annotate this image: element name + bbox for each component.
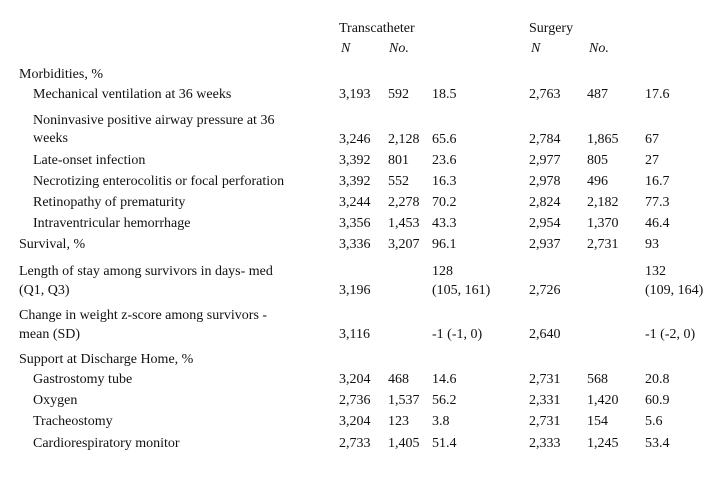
- surgery-n-cell: 2,731: [529, 372, 561, 387]
- surgery-value-cell: -1 (-2, 0): [645, 327, 696, 342]
- section-label-length-of-stay-cont: (Q1, Q3): [19, 283, 70, 298]
- surgery-value-cell: 16.7: [645, 174, 670, 189]
- transcatheter-n-cell: 3,244: [339, 195, 371, 210]
- transcatheter-no-cell: 552: [388, 174, 409, 189]
- transcatheter-no-cell: 2,128: [388, 132, 420, 147]
- surgery-no-cell: 805: [587, 153, 608, 168]
- transcatheter-value-cell: 18.5: [432, 87, 457, 102]
- surgery-value-cell: 77.3: [645, 195, 670, 210]
- transcatheter-no-cell: 801: [388, 153, 409, 168]
- surgery-no-cell: 1,865: [587, 132, 619, 147]
- surgery-no-cell: 2,731: [587, 237, 619, 252]
- surgery-n-cell: 2,331: [529, 393, 561, 408]
- transcatheter-no-cell: 1,453: [388, 216, 420, 231]
- row-label-retinopathy: Retinopathy of prematurity: [33, 195, 186, 210]
- transcatheter-value-cell: 56.2: [432, 393, 457, 408]
- row-label-noninvasive-ppv-cont: weeks: [33, 131, 68, 146]
- transcatheter-value-cell: 16.3: [432, 174, 457, 189]
- surgery-value-cell: 93: [645, 237, 659, 252]
- surgery-no-cell: 1,370: [587, 216, 619, 231]
- row-label-cardiorespiratory-monitor: Cardiorespiratory monitor: [33, 436, 180, 451]
- section-label-length-of-stay: Length of stay among survivors in days- med: [19, 264, 273, 279]
- surgery-value-cell: 46.4: [645, 216, 670, 231]
- transcatheter-value-cell: 23.6: [432, 153, 457, 168]
- surgery-no-cell: 1,245: [587, 436, 619, 451]
- row-label-late-onset-infection: Late-onset infection: [33, 153, 146, 168]
- transcatheter-n-cell: 3,196: [339, 283, 371, 298]
- transcatheter-n-cell: 3,116: [339, 327, 370, 342]
- transcatheter-no-cell: 123: [388, 414, 409, 429]
- surgery-n-cell: 2,977: [529, 153, 561, 168]
- transcatheter-value-cell: 51.4: [432, 436, 457, 451]
- surgery-value-cell: 60.9: [645, 393, 670, 408]
- surgery-n-cell: 2,954: [529, 216, 561, 231]
- surgery-n-cell: 2,763: [529, 87, 561, 102]
- transcatheter-value-cell: 43.3: [432, 216, 457, 231]
- surgery-n-cell: 2,937: [529, 237, 561, 252]
- surgery-n-cell: 2,640: [529, 327, 561, 342]
- surgery-value-cell: 53.4: [645, 436, 670, 451]
- section-label-weight-z-score: Change in weight z-score among survivors -: [19, 308, 268, 323]
- surgery-value-cell: 5.6: [645, 414, 663, 429]
- row-label-intraventricular-hemorrhage: Intraventricular hemorrhage: [33, 216, 191, 231]
- surgery-group-header: Surgery: [529, 21, 574, 36]
- surgery-value-cell: 17.6: [645, 87, 670, 102]
- transcatheter-n-cell: 2,733: [339, 436, 371, 451]
- surgery-no-cell: 496: [587, 174, 608, 189]
- transcatheter-n-cell: 3,246: [339, 132, 371, 147]
- section-label-support-at-discharge: Support at Discharge Home, %: [19, 352, 194, 367]
- row-label-tracheostomy: Tracheostomy: [33, 414, 113, 429]
- transcatheter-n-cell: 3,204: [339, 372, 371, 387]
- transcatheter-no-cell: 592: [388, 87, 409, 102]
- surgery-no-header: No.: [589, 41, 609, 56]
- row-label-necrotizing-enterocolitis: Necrotizing enterocolitis or focal perforation: [33, 174, 285, 189]
- surgery-n-cell: 2,824: [529, 195, 561, 210]
- surgery-no-cell: 1,420: [587, 393, 619, 408]
- surgery-value-cell: 20.8: [645, 372, 670, 387]
- row-label-mechanical-ventilation: Mechanical ventilation at 36 weeks: [33, 87, 232, 102]
- row-label-oxygen: Oxygen: [33, 393, 78, 408]
- transcatheter-value-cell: 65.6: [432, 132, 457, 147]
- surgery-no-cell: 568: [587, 372, 608, 387]
- surgery-value-cell: 67: [645, 132, 659, 147]
- surgery-n-cell: 2,784: [529, 132, 561, 147]
- surgery-n-header: N: [531, 41, 541, 56]
- surgery-n-cell: 2,731: [529, 414, 561, 429]
- section-label-weight-z-score-cont: mean (SD): [19, 327, 81, 342]
- transcatheter-n-cell: 2,736: [339, 393, 371, 408]
- transcatheter-n-cell: 3,392: [339, 174, 371, 189]
- row-label-noninvasive-ppv: Noninvasive positive airway pressure at 36: [33, 113, 275, 128]
- transcatheter-n-cell: 3,204: [339, 414, 371, 429]
- surgery-n-cell: 2,978: [529, 174, 561, 189]
- transcatheter-no-cell: 1,405: [388, 436, 420, 451]
- transcatheter-value-cell: 70.2: [432, 195, 457, 210]
- transcatheter-no-cell: 1,537: [388, 393, 420, 408]
- transcatheter-value-cell: 3.8: [432, 414, 450, 429]
- transcatheter-value-iqr: (105, 161): [432, 283, 491, 298]
- surgery-n-cell: 2,333: [529, 436, 561, 451]
- transcatheter-n-cell: 3,193: [339, 87, 371, 102]
- surgery-value-iqr: (109, 164): [645, 283, 704, 298]
- transcatheter-n-header: N: [341, 41, 351, 56]
- transcatheter-value-cell: 96.1: [432, 237, 457, 252]
- transcatheter-n-cell: 3,336: [339, 237, 371, 252]
- section-label-survival: Survival, %: [19, 237, 86, 252]
- transcatheter-n-cell: 3,392: [339, 153, 371, 168]
- transcatheter-value-cell: 14.6: [432, 372, 457, 387]
- transcatheter-no-header: No.: [389, 41, 409, 56]
- surgery-no-cell: 154: [587, 414, 608, 429]
- transcatheter-group-header: Transcatheter: [339, 21, 415, 36]
- surgery-value-cell: 132: [645, 264, 666, 279]
- transcatheter-value-cell: -1 (-1, 0): [432, 327, 483, 342]
- section-label-morbidities: Morbidities, %: [19, 67, 103, 82]
- surgery-no-cell: 487: [587, 87, 608, 102]
- transcatheter-value-cell: 128: [432, 264, 453, 279]
- surgery-value-cell: 27: [645, 153, 659, 168]
- row-label-gastrostomy-tube: Gastrostomy tube: [33, 372, 133, 387]
- transcatheter-no-cell: 2,278: [388, 195, 420, 210]
- transcatheter-no-cell: 468: [388, 372, 409, 387]
- surgery-n-cell: 2,726: [529, 283, 561, 298]
- transcatheter-no-cell: 3,207: [388, 237, 420, 252]
- surgery-no-cell: 2,182: [587, 195, 619, 210]
- transcatheter-n-cell: 3,356: [339, 216, 371, 231]
